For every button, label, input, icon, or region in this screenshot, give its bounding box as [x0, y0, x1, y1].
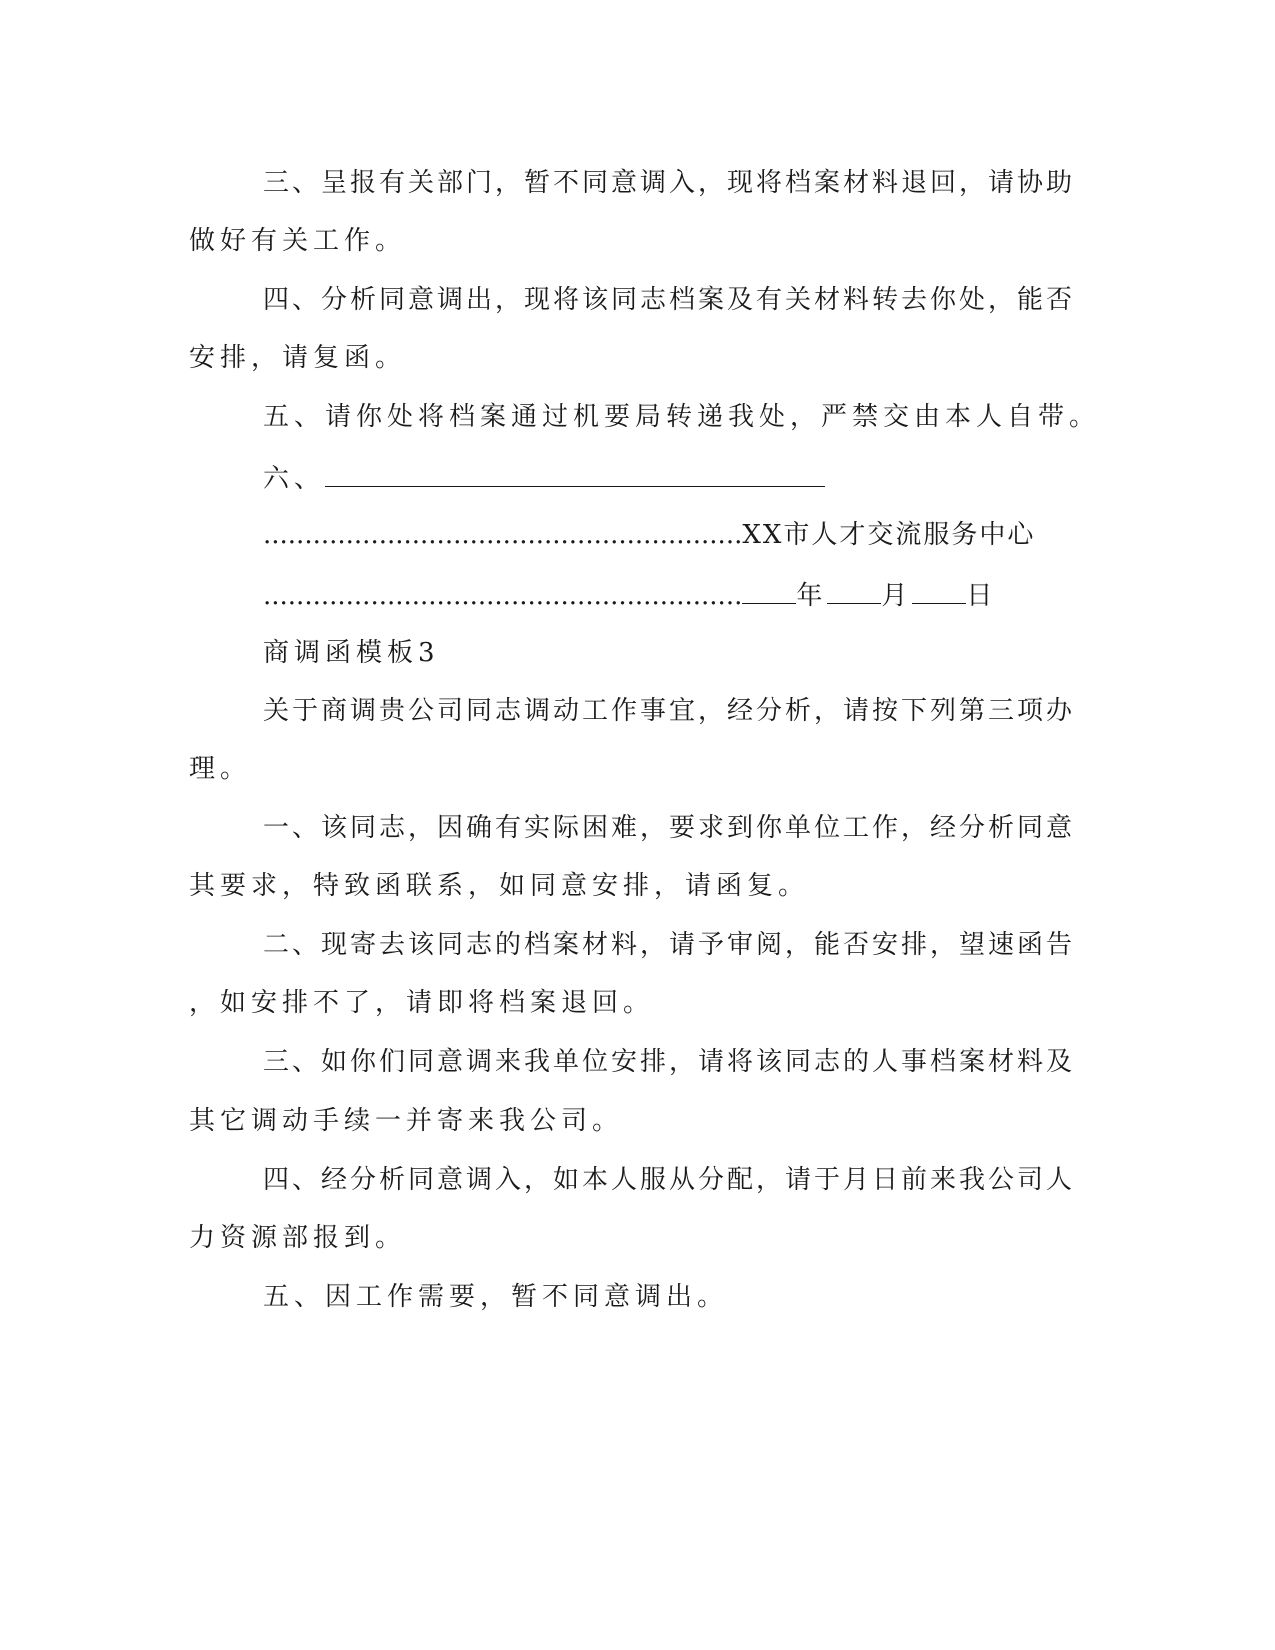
- day-blank: [912, 577, 966, 604]
- paragraph-line: ，如安排不了，请即将档案退回。: [189, 988, 655, 1018]
- year-blank: [742, 577, 796, 604]
- leader-dots: ..........................................................: [263, 581, 743, 611]
- paragraph-line: 一、该同志，因确有实际困难，要求到你单位工作，经分析同意: [263, 813, 1076, 843]
- month-blank: [827, 577, 881, 604]
- section-heading: 商调函模板3: [263, 638, 440, 668]
- paragraph-line: 二、现寄去该同志的档案材料，请予审阅，能否安排，望速函告: [263, 930, 1076, 960]
- paragraph-line: 五、因工作需要，暂不同意调出。: [263, 1282, 729, 1312]
- paragraph-line: 四、经分析同意调入，如本人服从分配，请于月日前来我公司人: [263, 1165, 1076, 1195]
- blank-underline: [325, 460, 825, 487]
- paragraph-line: 安排，请复函。: [189, 343, 407, 373]
- paragraph-line: 关于商调贵公司同志调动工作事宜，经分析，请按下列第三项办: [263, 696, 1076, 726]
- leader-dots: ..........................................................: [263, 520, 743, 550]
- item-six-label: 六、: [263, 464, 326, 494]
- month-label: 月: [881, 581, 913, 611]
- item-six-line: [263, 460, 863, 496]
- paragraph-line: 三、呈报有关部门，暂不同意调入，现将档案材料退回，请协助: [263, 168, 1076, 198]
- paragraph-line: 五、请你处将档案通过机要局转递我处，严禁交由本人自带。: [263, 402, 1101, 432]
- paragraph-line: 理。: [189, 754, 252, 784]
- year-label: 年: [796, 581, 828, 611]
- organization-name: XX市人才交流服务中心: [742, 520, 1036, 550]
- date-line: [263, 577, 998, 613]
- paragraph-line: 做好有关工作。: [189, 226, 407, 256]
- paragraph-line: 其它调动手续一并寄来我公司。: [189, 1106, 624, 1136]
- paragraph-line: 三、如你们同意调来我单位安排，请将该同志的人事档案材料及: [263, 1047, 1076, 1077]
- day-label: 日: [966, 581, 998, 611]
- paragraph-line: 其要求，特致函联系，如同意安排，请函复。: [189, 871, 810, 901]
- signature-organization-line: [263, 518, 1036, 552]
- paragraph-line: 四、分析同意调出，现将该同志档案及有关材料转去你处，能否: [263, 285, 1076, 315]
- paragraph-line: 力资源部报到。: [189, 1223, 407, 1253]
